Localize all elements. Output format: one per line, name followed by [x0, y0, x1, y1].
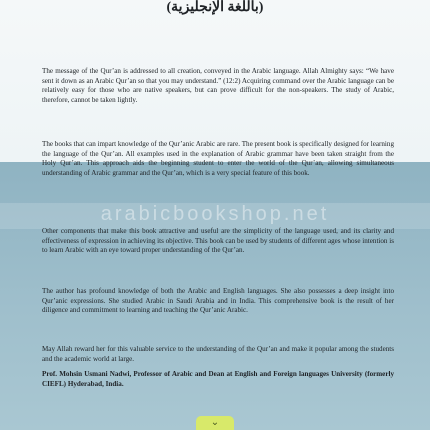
arabic-subtitle: (باللغة الإنجليزية): [166, 0, 264, 15]
paragraph-2: The books that can impart knowledge of the Qur’anic Arabic are rare. The present book is specifically designed for learning the language of the Qur’an. All examples used in the explanation of Arabic grammar have been taken straight from the Holy Qur’an. This approach aids the beginning student to enter the world of the Qur’an, allowing simultaneous understanding of Arabic grammar and the Qur’an, which is a very special feature of this book.: [42, 140, 394, 177]
author-signature: Prof. Mohsin Usmani Nadwi, Professor of Arabic and Dean at English and Foreign languages University (formerly CIEFL) Hyderabad, India.: [42, 370, 394, 388]
watermark: arabicbookshop.net: [100, 203, 330, 225]
paragraph-5: May Allah reward her for this valuable service to the understanding of the Qur’an and make it popular among the students and the academic world at large.: [42, 345, 394, 363]
bottom-tab[interactable]: [196, 416, 234, 430]
chevron-down-icon: ⌄: [210, 417, 220, 428]
paragraph-1: The message of the Qur’an is addressed to all creation, conveyed in the Arabic language. Allah Almighty says: “We have sent it down as an Arabic Qur’an so that you may understand.” (12:2) Acquiring command over the Arabic language can be relatively easy for those who are native speakers, but can prove difficult for the non-speakers. The study of Arabic, therefore, cannot be taken lightly.: [42, 67, 394, 104]
paragraph-4: The author has profound knowledge of both the Arabic and English languages. She also possesses a deep insight into Qur’anic expressions. She studied Arabic in Saudi Arabia and in India. This comprehensive book is the result of her diligence and commitment to learning and teaching the Qur’anic Arabic.: [42, 287, 394, 315]
paragraph-3: Other components that make this book attractive and useful are the simplicity of the language used, and its clarity and effectiveness of expression in achieving its objective. This book can be used by students of different ages whose intention is to learn Arabic with an eye toward proper understanding of the Qur’an.: [42, 227, 394, 255]
